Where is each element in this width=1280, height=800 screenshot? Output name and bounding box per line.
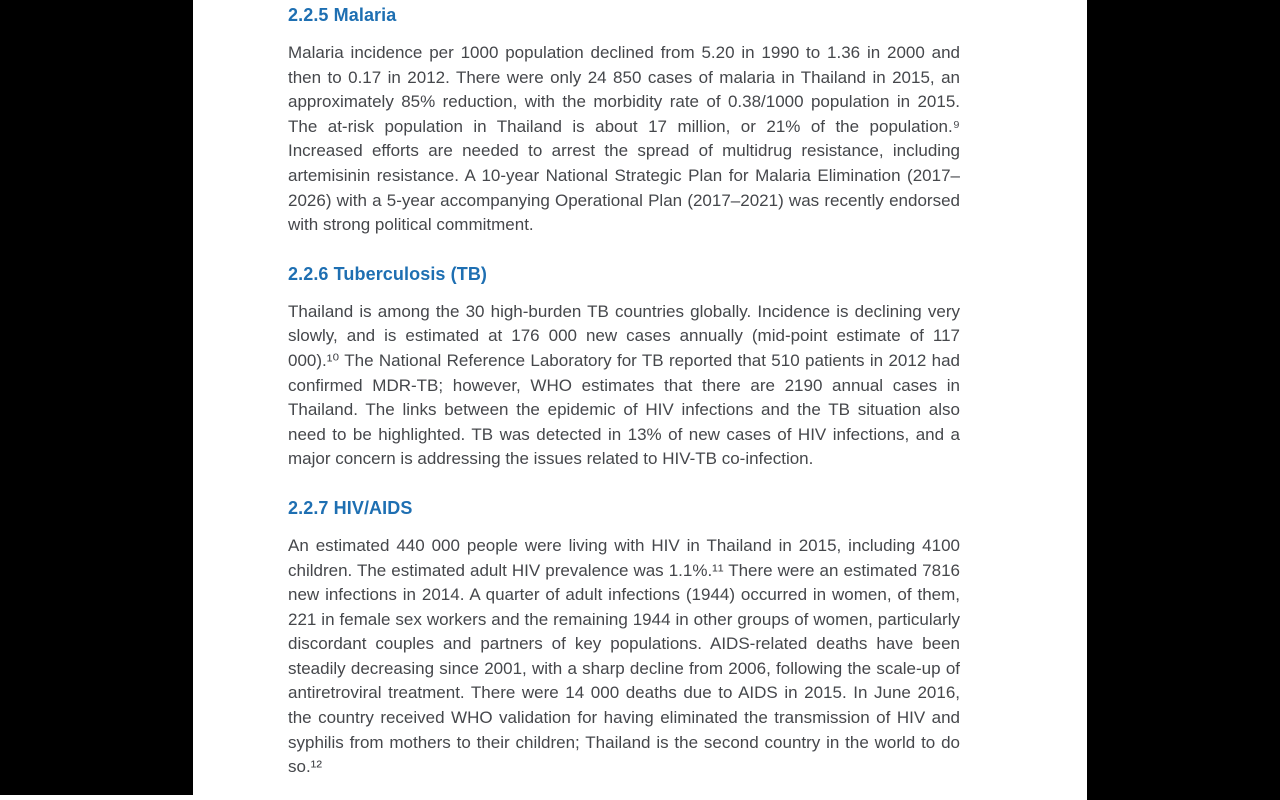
right-letterbox-bar	[1087, 0, 1280, 800]
section-body-tuberculosis: Thailand is among the 30 high-burden TB countries globally. Incidence is declining very slowly, and is estimated at 176 000 new cases annually (mid-point estimate of 117 000).¹⁰ The National Reference Laboratory for TB reported that 510 patients in 2012 had confirmed MDR-TB; however, WHO estimates that there are 2190 annual cases in Thailand. The links between the epidemic of HIV infections and the TB situation also need to be highlighted. TB was detected in 13% of new cases of HIV infections, and a major concern is addressing the issues related to HIV-TB co-infection.	[288, 301, 960, 469]
section-tuberculosis	[288, 264, 960, 472]
section-heading-malaria: 2.2.5 Malaria	[288, 5, 397, 25]
section-heading-hiv-aids: 2.2.7 HIV/AIDS	[288, 497, 413, 518]
section-body-malaria: Malaria incidence per 1000 population declined from 5.20 in 1990 to 1.36 in 2000 and then to 0.17 in 2012. There were only 24 850 cases of malaria in Thailand in 2015, an approximately 85% reduction, with the morbidity rate of 0.38/1000 population in 2015. The at-risk population in Thailand is about 17 million, or 21% of the population.⁹ Increased efforts are needed to arrest the spread of multidrug resistance, including artemisinin resistance. A 10-year National Strategic Plan for Malaria Elimination (2017–2026) with a 5-year accompanying Operational Plan (2017–2021) was recently endorsed with strong political commitment.	[288, 43, 960, 235]
document-page	[288, 5, 960, 780]
section-heading-tuberculosis: 2.2.6 Tuberculosis (TB)	[288, 263, 488, 284]
section-body-hiv-aids: An estimated 440 000 people were living with HIV in Thailand in 2015, including 4100 children. The estimated adult HIV prevalence was 1.1%.¹¹ There were an estimated 7816 new infections in 2014. A quarter of adult infections (1944) occurred in women, of them, 221 in female sex workers and the remaining 1944 in other groups of women, particularly discordant couples and partners of key populations. AIDS-related deaths have been steadily decreasing since 2001, with a sharp decline from 2006, following the scale-up of antiretroviral treatment. There were 14 000 deaths due to AIDS in 2015. In June 2016, the country received WHO validation for having eliminated the transmission of HIV and syphilis from mothers to their children; Thailand is the second country in the world to do so.¹²	[288, 535, 960, 777]
section-hiv-aids	[288, 498, 960, 780]
left-letterbox-bar	[0, 0, 193, 795]
section-malaria	[288, 5, 960, 238]
